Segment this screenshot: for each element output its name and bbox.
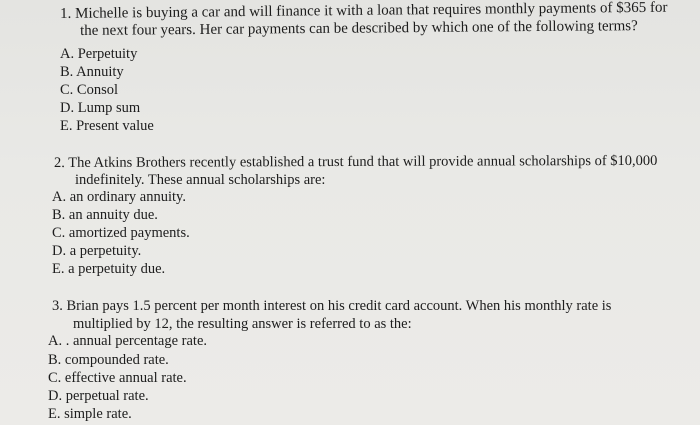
question-2-option-d: D. a perpetuity.: [52, 243, 142, 259]
question-3-option-b: B. compounded rate.: [48, 352, 169, 368]
question-3-option-a: A. . annual percentage rate.: [48, 333, 208, 349]
question-3-option-c: C. effective annual rate.: [48, 370, 187, 386]
question-1-option-d: D. Lump sum: [60, 100, 141, 116]
question-1-option-a: A. Perpetuity: [60, 46, 138, 62]
question-3-stem-line-1: 3. Brian pays 1.5 percent per month interest on his credit card account. When his monthly rate is: [52, 298, 612, 314]
question-1-option-e: E. Present value: [60, 118, 154, 134]
question-1-stem-line-2: the next four years. Her car payments can be described by which one of the following terms?: [80, 18, 638, 39]
question-3-option-e: E. simple rate.: [48, 406, 132, 422]
question-1-stem-line-1: 1. Michelle is buying a car and will finance it with a loan that requires monthly payments of $365 for: [60, 0, 668, 22]
question-2-option-e: E. a perpetuity due.: [52, 261, 166, 277]
question-2-option-c: C. amortized payments.: [52, 225, 190, 241]
question-3-option-d: D. perpetual rate.: [48, 388, 149, 404]
question-1-option-b: B. Annuity: [60, 64, 124, 80]
question-2-stem-line-2: indefinitely. These annual scholarships are:: [75, 172, 326, 188]
question-2-option-a: A. an ordinary annuity.: [52, 189, 186, 205]
question-2-option-b: B. an annuity due.: [52, 207, 158, 223]
question-1-option-c: C. Consol: [60, 82, 119, 98]
question-3-stem-line-2: multiplied by 12, the resulting answer is referred to as the:: [73, 316, 412, 332]
question-2-stem-line-1: 2. The Atkins Brothers recently established a trust fund that will provide annual scholarships of $10,000: [54, 152, 658, 171]
